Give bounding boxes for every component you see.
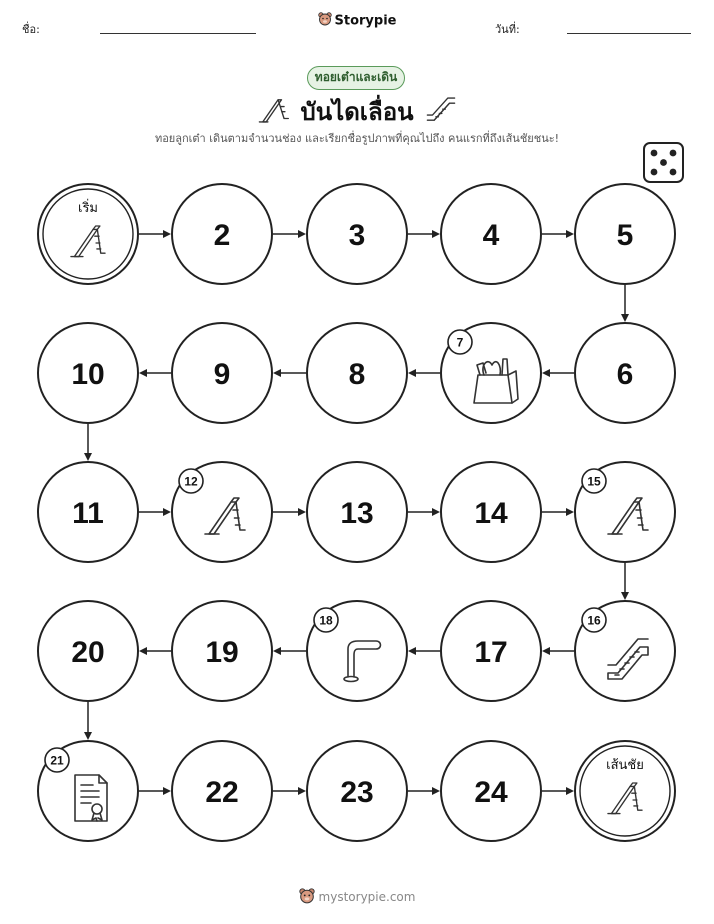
start-cell	[38, 184, 138, 284]
cell-10	[38, 323, 138, 423]
cell-15	[575, 462, 675, 562]
finish-cell	[575, 741, 675, 841]
cell-number: 7	[456, 335, 464, 350]
cell-number: 18	[319, 613, 333, 628]
cell-number: 11	[72, 497, 104, 530]
cell-number: 16	[587, 613, 601, 628]
cell-14	[441, 462, 541, 562]
cell-number: 17	[474, 636, 508, 669]
cell-number: 8	[348, 358, 366, 391]
cell-6	[575, 323, 675, 423]
cell-4	[441, 184, 541, 284]
cell-number: 10	[71, 358, 105, 391]
footer-bear-icon	[299, 888, 315, 907]
cell-22	[172, 741, 272, 841]
cell-number: 12	[184, 474, 198, 489]
cell-8	[307, 323, 407, 423]
instructions: ทอยลูกเต๋า เดินตามจำนวนช่อง และเรียกชื่อรูปภาพที่คุณไปถึง คนแรกที่ถึงเส้นชัยชนะ!	[154, 132, 560, 145]
cell-number: 6	[616, 358, 634, 391]
cell-23	[307, 741, 407, 841]
cell-7	[441, 323, 541, 423]
cell-13	[307, 462, 407, 562]
cell-20	[38, 601, 138, 701]
cell-number: 24	[474, 776, 508, 809]
cell-number: 19	[205, 636, 239, 669]
cell-number: 22	[205, 776, 239, 809]
cell-number: 3	[348, 219, 366, 252]
cell-19	[172, 601, 272, 701]
cell-16	[575, 601, 675, 701]
finish-label: เส้นชัย	[606, 758, 644, 773]
footer-website[interactable]: mystorypie.com	[318, 890, 416, 904]
cell-24	[441, 741, 541, 841]
start-label: เริ่ม	[78, 201, 98, 216]
cell-17	[441, 601, 541, 701]
cell-11	[38, 462, 138, 562]
cell-number: 20	[71, 636, 105, 669]
cell-number: 15	[587, 474, 601, 489]
dice-icon	[644, 143, 683, 182]
cell-number: 21	[50, 753, 64, 768]
brand-name: Storypie	[334, 13, 397, 29]
cell-number: 5	[616, 219, 634, 252]
name-label: ชื่อ:	[22, 23, 40, 36]
game-type-badge: ทอยเต๋าและเดิน	[307, 66, 405, 90]
cell-12	[172, 462, 272, 562]
cell-number: 2	[213, 219, 231, 252]
title-text: บันไดเลื่อน	[300, 98, 414, 126]
date-label: วันที่:	[495, 23, 520, 36]
cell-number: 13	[340, 497, 374, 530]
cell-3	[307, 184, 407, 284]
cell-21	[38, 741, 138, 841]
cell-9	[172, 323, 272, 423]
cell-number: 23	[340, 776, 374, 809]
cell-number: 9	[213, 358, 231, 391]
cell-number: 4	[482, 219, 500, 252]
cell-number: 14	[474, 497, 508, 530]
footer	[0, 888, 714, 907]
cell-5	[575, 184, 675, 284]
cell-2	[172, 184, 272, 284]
cell-18	[307, 601, 407, 701]
